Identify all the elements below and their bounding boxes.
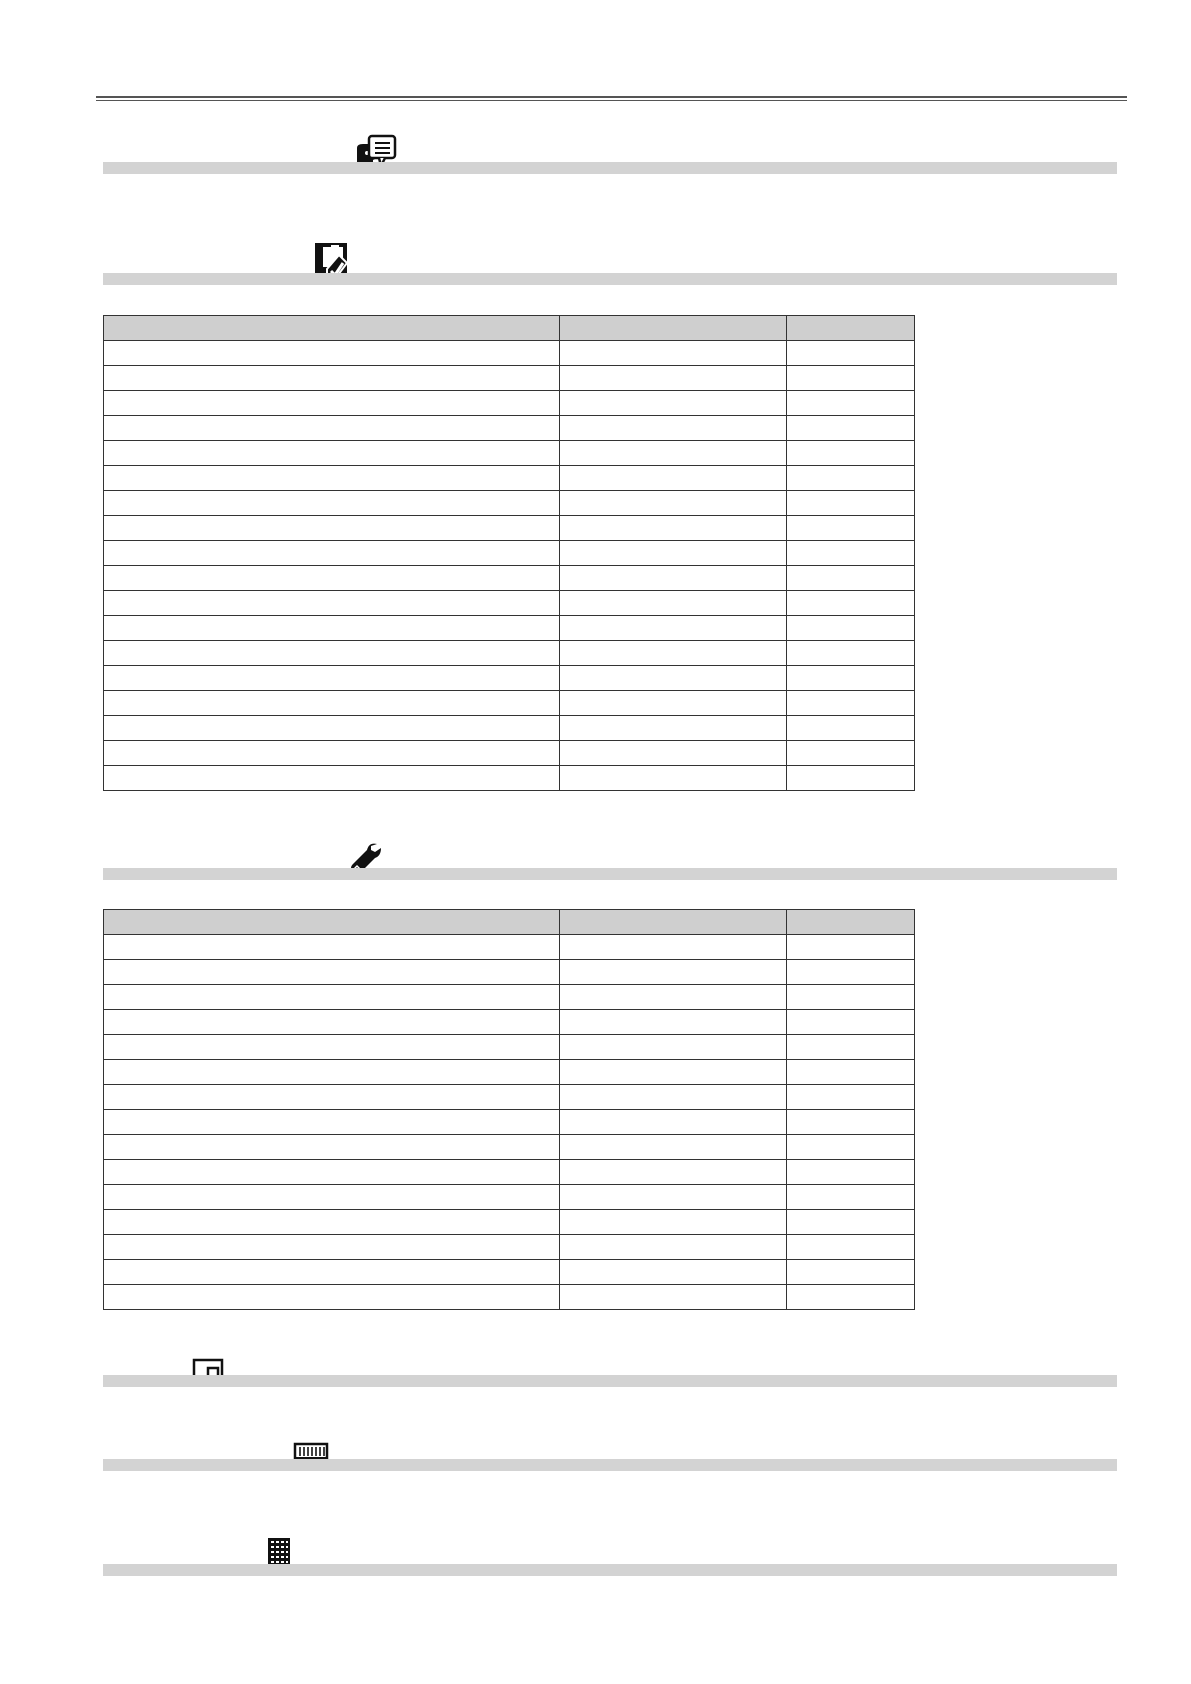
table-cell bbox=[104, 641, 560, 666]
table-cell bbox=[560, 591, 787, 616]
table-cell bbox=[104, 391, 560, 416]
header-cell bbox=[560, 910, 787, 935]
table-cell bbox=[104, 1110, 560, 1135]
table-cell bbox=[787, 691, 915, 716]
table-cell bbox=[104, 491, 560, 516]
table-row bbox=[104, 935, 915, 960]
table-cell bbox=[104, 591, 560, 616]
table-cell bbox=[787, 641, 915, 666]
header-cell bbox=[104, 910, 560, 935]
table-row bbox=[104, 666, 915, 691]
table-cell bbox=[104, 366, 560, 391]
table-cell bbox=[560, 366, 787, 391]
table-cell bbox=[787, 1035, 915, 1060]
header-cell bbox=[560, 316, 787, 341]
table-row bbox=[104, 1085, 915, 1110]
table-row bbox=[104, 960, 915, 985]
table-row bbox=[104, 1160, 915, 1185]
table-cell bbox=[104, 341, 560, 366]
table-cell bbox=[787, 766, 915, 791]
table-cell bbox=[787, 1285, 915, 1310]
table-cell bbox=[560, 1010, 787, 1035]
section-bar bbox=[103, 273, 1117, 285]
table-cell bbox=[787, 366, 915, 391]
section-bar bbox=[103, 1375, 1117, 1387]
table-cell bbox=[787, 1010, 915, 1035]
table-cell bbox=[787, 1210, 915, 1235]
table-cell bbox=[104, 741, 560, 766]
table-cell bbox=[787, 491, 915, 516]
table-cell bbox=[787, 1260, 915, 1285]
table-row bbox=[104, 1135, 915, 1160]
table-cell bbox=[787, 716, 915, 741]
table-row bbox=[104, 691, 915, 716]
table-row bbox=[104, 641, 915, 666]
table-cell bbox=[787, 341, 915, 366]
header-cell bbox=[787, 910, 915, 935]
table-cell bbox=[787, 1135, 915, 1160]
table-cell bbox=[560, 741, 787, 766]
section-bar bbox=[103, 868, 1117, 880]
table-cell bbox=[560, 566, 787, 591]
table-cell bbox=[560, 716, 787, 741]
table-cell bbox=[787, 666, 915, 691]
table-header-row bbox=[104, 316, 915, 341]
table-cell bbox=[560, 1285, 787, 1310]
table-cell bbox=[104, 1160, 560, 1185]
table-cell bbox=[560, 666, 787, 691]
table-cell bbox=[787, 441, 915, 466]
table-row bbox=[104, 766, 915, 791]
table-cell bbox=[560, 416, 787, 441]
table-cell bbox=[560, 691, 787, 716]
table-cell bbox=[787, 516, 915, 541]
table-row bbox=[104, 366, 915, 391]
table-cell bbox=[787, 416, 915, 441]
table-row bbox=[104, 491, 915, 516]
table-cell bbox=[560, 1035, 787, 1060]
table-cell bbox=[560, 1260, 787, 1285]
table-row bbox=[104, 516, 915, 541]
table-header-row bbox=[104, 910, 915, 935]
table-cell bbox=[787, 1160, 915, 1185]
header-cell bbox=[104, 316, 560, 341]
table-row bbox=[104, 1210, 915, 1235]
table-cell bbox=[560, 641, 787, 666]
section-bar bbox=[103, 162, 1117, 174]
table-cell bbox=[787, 935, 915, 960]
section-bar bbox=[103, 1459, 1117, 1471]
table-cell bbox=[787, 391, 915, 416]
table-cell bbox=[787, 466, 915, 491]
table-cell bbox=[560, 1110, 787, 1135]
table-cell bbox=[787, 741, 915, 766]
table-cell bbox=[104, 666, 560, 691]
table-cell bbox=[560, 1060, 787, 1085]
table-cell bbox=[104, 1035, 560, 1060]
table-row bbox=[104, 1185, 915, 1210]
table-row bbox=[104, 1235, 915, 1260]
table-cell bbox=[104, 1135, 560, 1160]
table-cell bbox=[560, 985, 787, 1010]
table-cell bbox=[560, 1210, 787, 1235]
table-cell bbox=[560, 441, 787, 466]
table-cell bbox=[104, 1060, 560, 1085]
data-table-1 bbox=[103, 315, 915, 791]
table-cell bbox=[104, 1085, 560, 1110]
table-cell bbox=[560, 935, 787, 960]
table-cell bbox=[560, 1135, 787, 1160]
table-cell bbox=[560, 960, 787, 985]
table-cell bbox=[560, 766, 787, 791]
table-cell bbox=[104, 985, 560, 1010]
table-cell bbox=[560, 541, 787, 566]
table-cell bbox=[104, 516, 560, 541]
table-cell bbox=[787, 541, 915, 566]
table-cell bbox=[787, 1235, 915, 1260]
table-cell bbox=[104, 960, 560, 985]
table-cell bbox=[104, 935, 560, 960]
table-cell bbox=[104, 466, 560, 491]
table-cell bbox=[104, 616, 560, 641]
table-cell bbox=[787, 1185, 915, 1210]
data-table-2 bbox=[103, 909, 915, 1310]
table-row bbox=[104, 1060, 915, 1085]
table-cell bbox=[560, 341, 787, 366]
table-row bbox=[104, 716, 915, 741]
table-row bbox=[104, 1285, 915, 1310]
table-cell bbox=[787, 1085, 915, 1110]
table-row bbox=[104, 466, 915, 491]
table-row bbox=[104, 1010, 915, 1035]
table-cell bbox=[104, 1185, 560, 1210]
table-cell bbox=[104, 1235, 560, 1260]
table-row bbox=[104, 1110, 915, 1135]
section-bar bbox=[103, 1564, 1117, 1576]
table-row bbox=[104, 985, 915, 1010]
top-rule bbox=[96, 96, 1127, 101]
table-row bbox=[104, 391, 915, 416]
table-cell bbox=[560, 391, 787, 416]
table-row bbox=[104, 1035, 915, 1060]
header-cell bbox=[787, 316, 915, 341]
table-cell bbox=[104, 1260, 560, 1285]
table-cell bbox=[104, 766, 560, 791]
table-cell bbox=[560, 466, 787, 491]
table-row bbox=[104, 566, 915, 591]
table-cell bbox=[787, 591, 915, 616]
table-cell bbox=[787, 985, 915, 1010]
table-cell bbox=[787, 566, 915, 591]
table-row bbox=[104, 741, 915, 766]
table-cell bbox=[104, 541, 560, 566]
table-cell bbox=[560, 491, 787, 516]
table-cell bbox=[560, 1085, 787, 1110]
table-cell bbox=[560, 1235, 787, 1260]
table-cell bbox=[560, 516, 787, 541]
table-cell bbox=[560, 616, 787, 641]
table-cell bbox=[560, 1160, 787, 1185]
table-cell bbox=[787, 960, 915, 985]
table-cell bbox=[104, 441, 560, 466]
table-row bbox=[104, 341, 915, 366]
table-row bbox=[104, 541, 915, 566]
table-cell bbox=[787, 1060, 915, 1085]
table-cell bbox=[104, 1210, 560, 1235]
table-row bbox=[104, 416, 915, 441]
table-cell bbox=[104, 1010, 560, 1035]
table-row bbox=[104, 441, 915, 466]
table-cell bbox=[787, 616, 915, 641]
table-cell bbox=[104, 716, 560, 741]
table-cell bbox=[104, 691, 560, 716]
table-cell bbox=[104, 566, 560, 591]
table-row bbox=[104, 591, 915, 616]
table-cell bbox=[560, 1185, 787, 1210]
table-cell bbox=[104, 1285, 560, 1310]
table-cell bbox=[787, 1110, 915, 1135]
table-row bbox=[104, 616, 915, 641]
table-row bbox=[104, 1260, 915, 1285]
table-cell bbox=[104, 416, 560, 441]
